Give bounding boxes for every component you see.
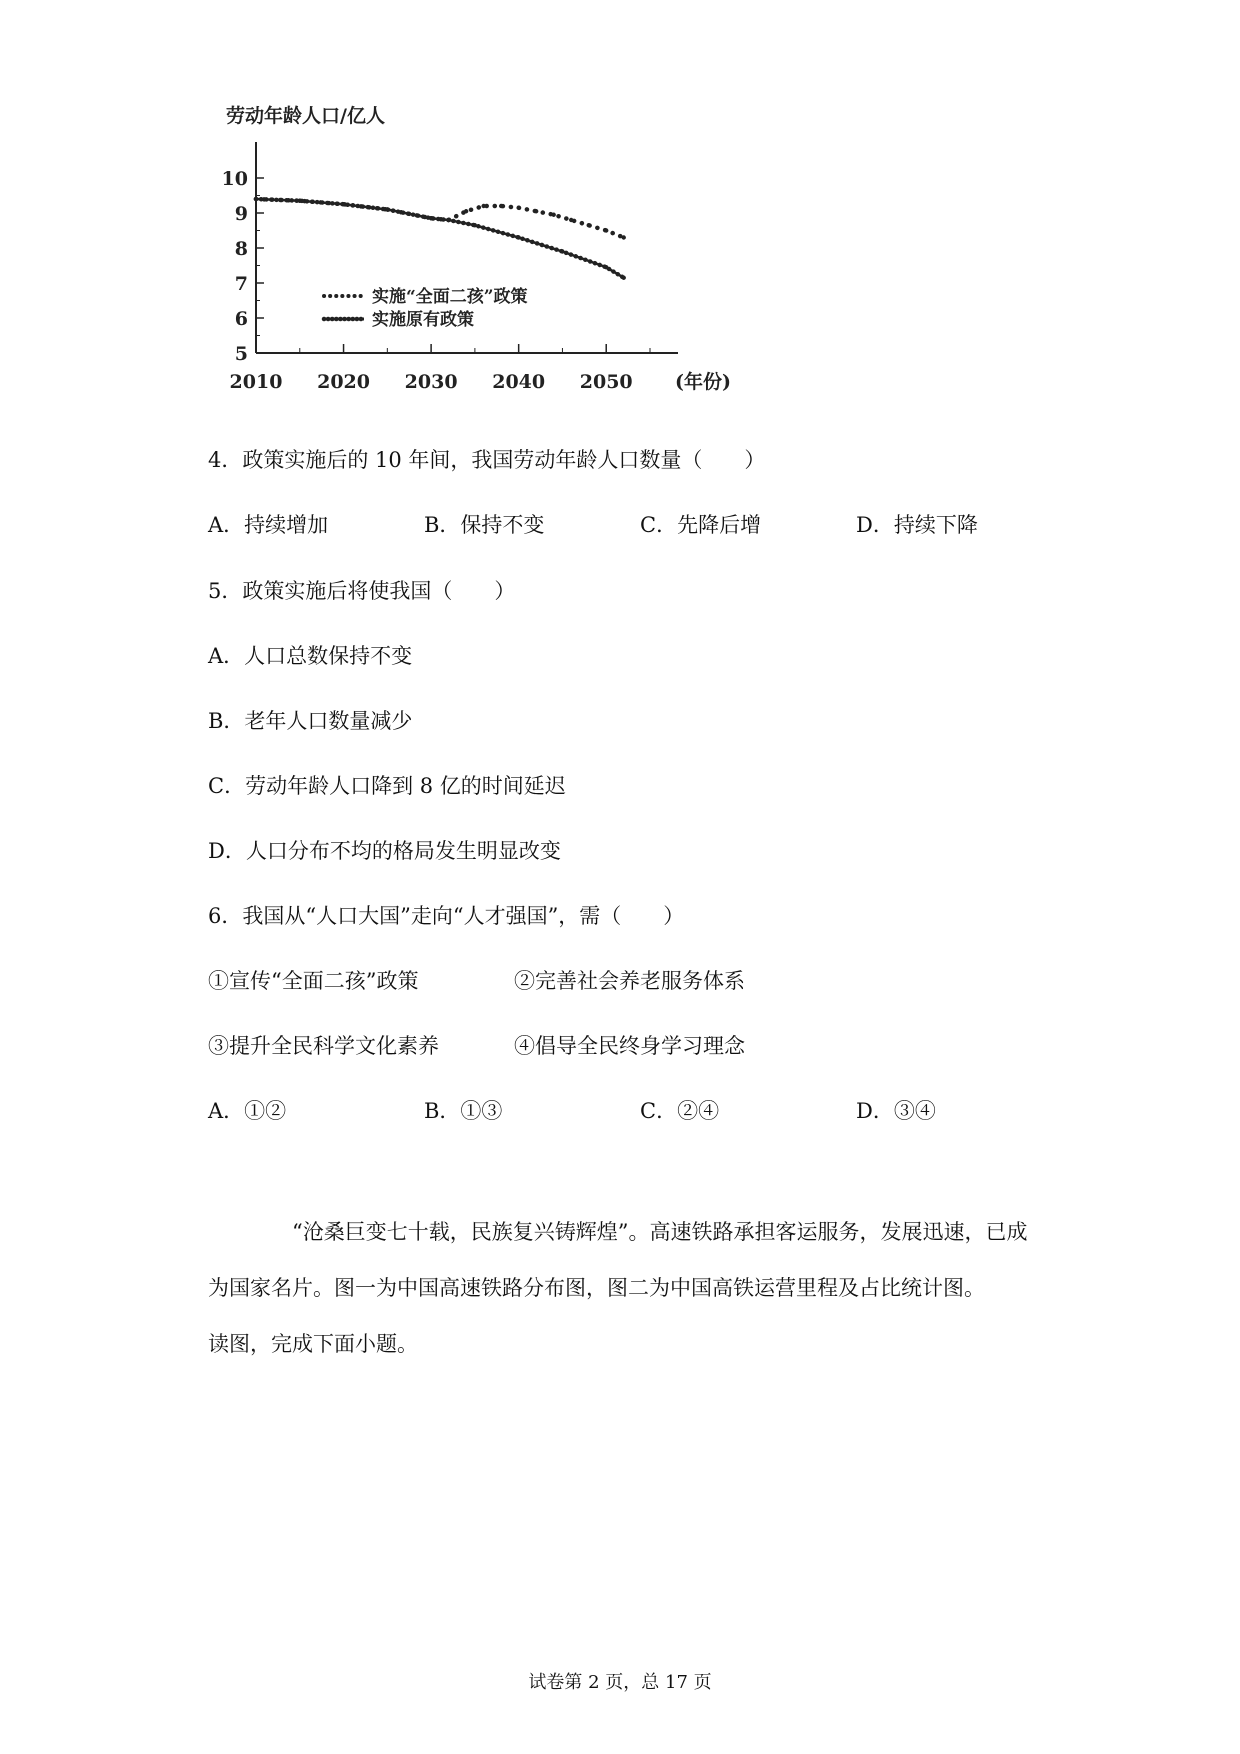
passage-instruction: 读图，完成下面小题。 [208,1332,418,1356]
q4-option-a: A．持续增加 [208,513,329,537]
q6-item-4: ④倡导全民终身学习理念 [514,1034,745,1058]
q5-option-c: C．劳动年龄人口降到 8 亿的时间延迟 [208,774,566,798]
legend-label-two-child: 实施“全面二孩”政策 [372,287,528,307]
data-point [446,218,450,222]
data-point [473,223,477,227]
y-tick-label: 8 [234,238,248,260]
y-tick-label: 5 [234,343,248,365]
y-tick-label: 9 [234,203,248,225]
legend-label-original: 实施原有政策 [372,310,474,330]
passage-paragraph: “沧桑巨变七十载，民族复兴铸辉煌”。高速铁路承担客运服务，发展迅速，已成为国家名片。图一为中国高速铁路分布图，图二为中国高铁运营里程及占比统计图。 [208,1220,1028,1300]
q4-option-d: D．持续下降 [856,513,978,537]
data-point [551,213,555,217]
q5-option-b: B．老年人口数量减少 [208,709,413,733]
data-point [587,223,591,227]
q6-option-d: D．③④ [856,1099,936,1123]
labor-population-line-chart [212,100,732,405]
line-series-original [256,199,624,278]
x-tick-label: 2010 [229,371,283,393]
question-5-stem: 5．政策实施后将使我国（ ） [208,579,516,603]
reading-passage [208,1204,1048,1372]
data-point [516,206,520,210]
data-point [341,202,345,206]
y-axis-title: 劳动年龄人口/亿人 [226,105,385,127]
q5-option-a: A．人口总数保持不变 [208,644,413,668]
chart-axes [222,142,731,393]
data-point [604,228,608,232]
x-tick-label: 2040 [492,371,546,393]
data-point [622,235,626,239]
data-point [429,216,433,220]
data-point [516,235,520,239]
data-point [604,265,608,269]
data-point [534,209,538,213]
q6-item-3: ③提升全民科学文化素养 [208,1034,439,1058]
data-point [254,197,258,201]
q6-item-1: ①宣传“全面二孩”政策 [208,969,419,993]
chart-legend [324,286,528,330]
data-point [622,276,626,280]
data-point [385,207,389,211]
q6-item-2: ②完善社会养老服务体系 [514,969,745,993]
q4-option-c: C．先降后增 [640,513,762,537]
line-series-original-dots [256,199,624,278]
q6-option-c: C．②④ [640,1099,720,1123]
data-point [464,209,468,213]
y-tick-label: 10 [221,168,248,190]
q4-option-b: B．保持不变 [424,513,545,537]
chart-series [254,197,626,280]
x-axis-title: (年份) [675,371,731,393]
data-point [481,204,485,208]
data-point [560,249,564,253]
y-tick-label: 6 [234,308,248,330]
data-point [499,204,503,208]
question-4-stem: 4．政策实施后的 10 年间，我国劳动年龄人口数量（ ） [208,448,766,472]
x-tick-label: 2050 [579,371,633,393]
y-tick-label: 7 [234,273,248,295]
x-tick-label: 2020 [317,371,371,393]
q5-option-d: D．人口分布不均的格局发生明显改变 [208,839,561,863]
page-footer: 试卷第 2 页，总 17 页 [528,1672,712,1693]
question-6-stem: 6．我国从“人口大国”走向“人才强国”，需（ ） [208,904,685,928]
data-point [569,218,573,222]
x-tick-label: 2030 [404,371,458,393]
data-point [298,199,302,203]
q6-option-b: B．①③ [424,1099,503,1123]
q6-option-a: A．①② [208,1099,287,1123]
